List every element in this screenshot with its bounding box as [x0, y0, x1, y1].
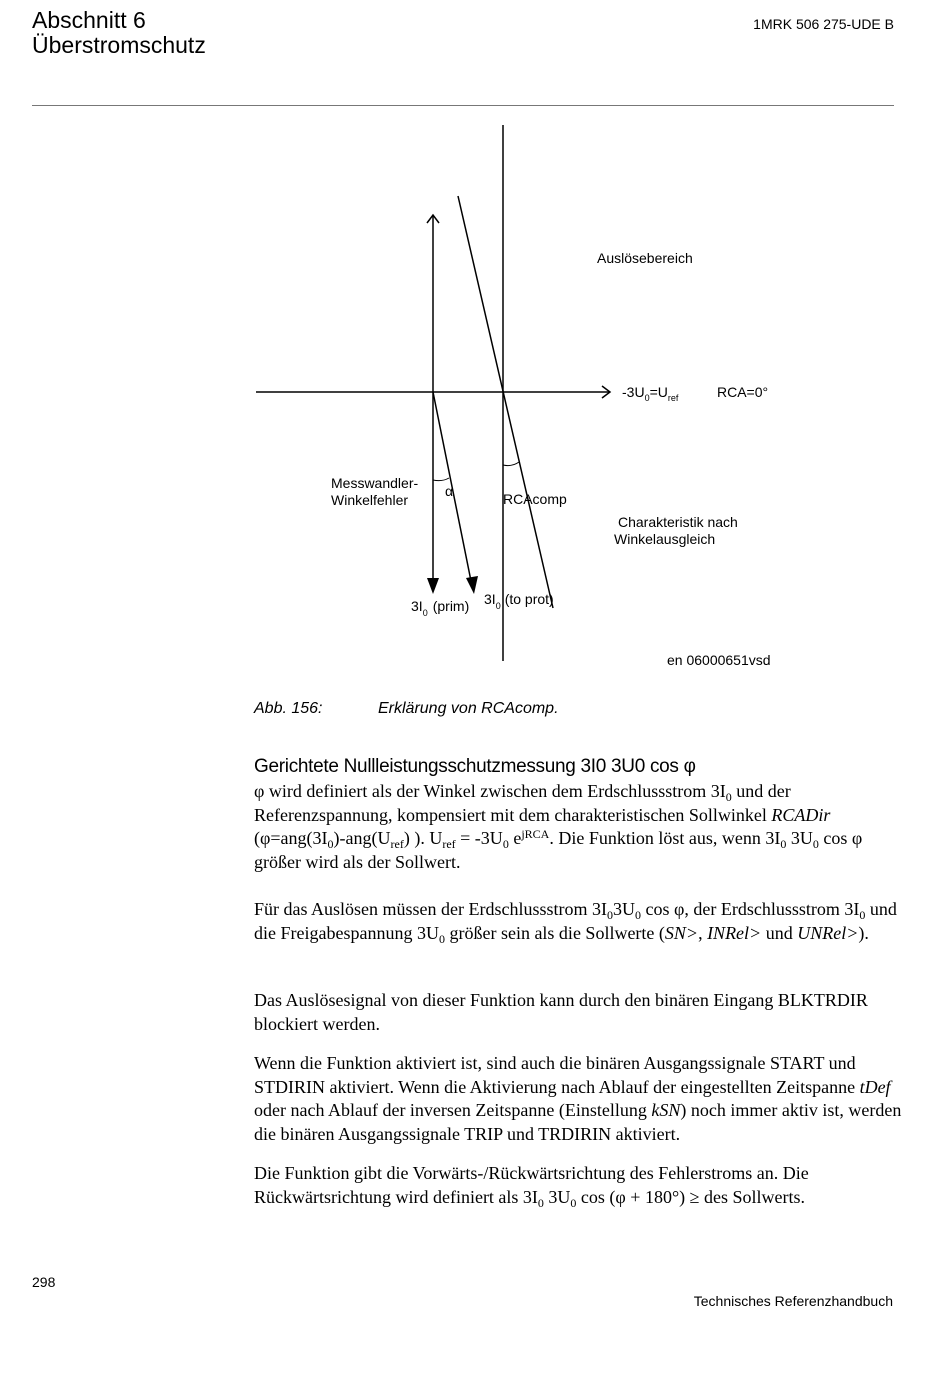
- paragraph-trip-conditions: Für das Auslösen müssen der Erdschlussstrom $3I_03U_0$ cos φ, der Erdschlussstrom $3I_0$ und die Freigabespannung $3U_0$ größer sein als die Sollwerte (SN>, INRel> und UNRel>).: [254, 899, 897, 946]
- ct-error-label-line1: Messwandler-: [331, 475, 419, 491]
- prim-bottom-arrowhead: [427, 578, 439, 594]
- characteristic-line: [458, 196, 553, 608]
- rcacomp-arc: [503, 462, 519, 466]
- page-number: 298: [32, 1274, 56, 1290]
- rcacomp-label: RCAcomp: [503, 491, 567, 507]
- header-divider: [32, 105, 894, 106]
- figure-caption: [254, 700, 559, 718]
- alpha-arc: [433, 478, 449, 481]
- prim-current-label: $3I_0$ (prim): [411, 598, 470, 618]
- figure-code: en 06000651vsd: [667, 652, 771, 668]
- section-heading: Gerichtete Nullleistungsschutzmessung 3I0 3U0 cos φ: [254, 756, 696, 777]
- rca-label: RCA=0°: [717, 384, 769, 400]
- characteristic-label-line1: Charakteristik nach: [618, 514, 738, 530]
- ct-error-label-line2: Winkelfehler: [331, 492, 409, 508]
- paragraph-blocking: Das Auslösesignal von dieser Funktion kann durch den binären Eingang BLKTRDIR blockiert werden.: [254, 990, 868, 1034]
- prot-current-label: $3I_0$ (to prot): [484, 591, 554, 611]
- paragraph-direction: Die Funktion gibt die Vorwärts-/Rückwärtsrichtung des Fehlerstroms an. Die Rückwärtsrichtung wird definiert als $3I_0$ $3U_0$ cos (φ + 180°) ≥ des Sollwerts.: [254, 1163, 809, 1210]
- document-id: 1MRK 506 275-UDE B: [753, 16, 894, 32]
- alpha-label: α: [445, 483, 454, 499]
- caption-number: Abb. 156:: [254, 700, 323, 717]
- rcacomp-diagram: [250, 120, 790, 680]
- characteristic-label-line2: Winkelausgleich: [614, 531, 716, 547]
- paragraph-definition: φ wird definiert als der Winkel zwischen dem Erdschlussstrom $3I_0$ und der Referenzspannung, kompensiert mit dem charakteristischen Sollwinkel RCADir ($\varphi=ang(3I_0)-ang(U_{ref})$ ). $U_{ref} = -3U_0$ $e^{jRCA}$. Die Funktion löst aus, wenn $3I_0$ $3U_0$ cos φ größer wird als der Sollwert.: [254, 781, 863, 872]
- section-number: Abschnitt 6: [32, 7, 146, 33]
- prot-arrowhead: [466, 576, 478, 594]
- paragraph-outputs: Wenn die Funktion aktiviert ist, sind auch die binären Ausgangssignale START und STDIRIN aktiviert. Wenn die Aktivierung nach Ablauf der eingestellten Zeitspanne tDef oder nach Ablauf der inversen Zeitspanne (Einstellung kSN) noch immer aktiv ist, werden die binären Ausgangssignale TRIP und TRDIRIN aktiviert.: [254, 1053, 902, 1144]
- trip-area-label: Auslösebereich: [597, 250, 693, 266]
- uref-label: $-3U_0=U_{ref}$: [622, 384, 679, 403]
- caption-text: Erklärung von RCAcomp.: [378, 700, 559, 717]
- manual-title: Technisches Referenzhandbuch: [693, 1293, 893, 1309]
- section-name: Überstromschutz: [32, 32, 206, 58]
- header-section-title: [32, 8, 206, 58]
